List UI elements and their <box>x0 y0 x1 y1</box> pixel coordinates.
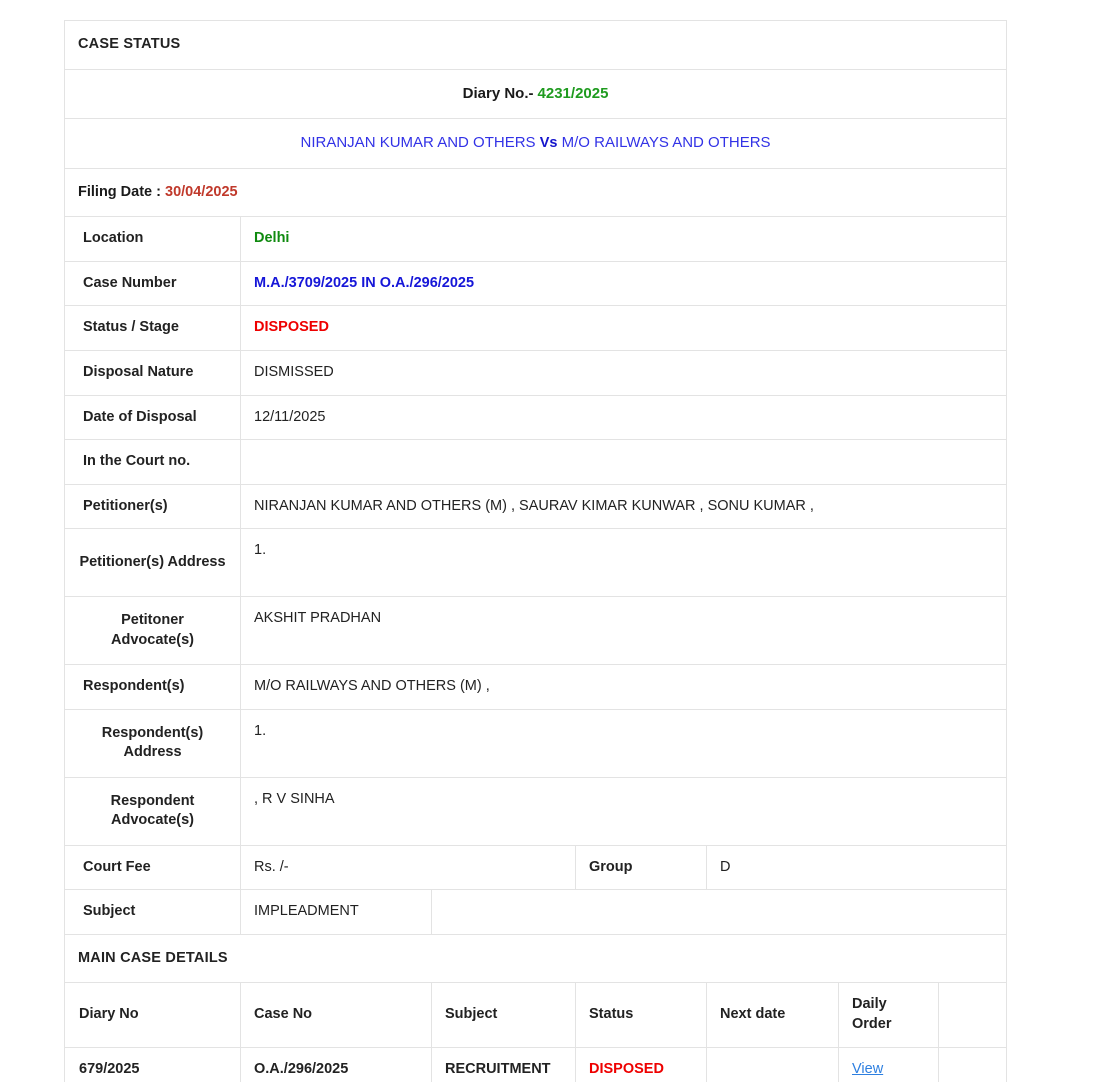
case-title-cell <box>65 119 1007 169</box>
respondents-address-value: 1. <box>241 709 1007 777</box>
court-fee-value: Rs. /- <box>241 845 576 890</box>
case-status-table <box>64 20 1007 1082</box>
subject-label: Subject <box>65 890 241 935</box>
petitioners-address-row <box>65 529 1007 597</box>
cell-daily-order <box>839 1047 939 1082</box>
status-stage-value-cell <box>241 306 1007 351</box>
case-title-respondent: M/O RAILWAYS AND OTHERS <box>561 134 771 152</box>
diary-no-row <box>65 69 1007 119</box>
disposal-nature-label: Disposal Nature <box>65 350 241 395</box>
petitioners-address-label: Petitioner(s) Address <box>65 529 241 597</box>
cell-subject: RECRUITMENT <box>432 1047 576 1082</box>
group-value: D <box>707 845 1007 890</box>
column-header-status: Status <box>576 983 707 1047</box>
subject-empty-cell <box>432 890 1007 935</box>
location-value-cell <box>241 217 1007 262</box>
status-badge: DISPOSED <box>589 1060 664 1077</box>
respondents-address-row <box>65 709 1007 777</box>
respondent-advocates-label: Respondent Advocate(s) <box>65 777 241 845</box>
date-of-disposal-row <box>65 395 1007 440</box>
column-header-daily-order: Daily Order <box>839 983 939 1047</box>
in-the-court-no-row <box>65 440 1007 485</box>
cell-case-no: O.A./296/2025 <box>241 1047 432 1082</box>
cell-diary-no: 679/2025 <box>65 1047 241 1082</box>
status-badge: DISPOSED <box>254 319 329 336</box>
status-stage-label: Status / Stage <box>65 306 241 351</box>
in-the-court-no-label: In the Court no. <box>65 440 241 485</box>
case-status-heading: CASE STATUS <box>65 21 1007 70</box>
subject-value: IMPLEADMENT <box>241 890 432 935</box>
column-header-diary-no: Diary No <box>65 983 241 1047</box>
column-header-extra <box>939 983 1007 1047</box>
date-of-disposal-value: 12/11/2025 <box>241 395 1007 440</box>
petitioner-advocates-row <box>65 597 1007 665</box>
respondent-advocates-row <box>65 777 1007 845</box>
petitioners-address-value: 1. <box>241 529 1007 597</box>
diary-no-label: Diary No.- <box>462 84 534 102</box>
main-case-details-heading-row <box>65 934 1007 983</box>
subject-row <box>65 890 1007 935</box>
court-fee-label: Court Fee <box>65 845 241 890</box>
petitioner-advocates-value: AKSHIT PRADHAN <box>241 597 1007 665</box>
group-label: Group <box>576 845 707 890</box>
case-status-heading-row <box>65 21 1007 70</box>
in-the-court-no-value <box>241 440 1007 485</box>
court-fee-group-row <box>65 845 1007 890</box>
cell-extra <box>939 1047 1007 1082</box>
location-label: Location <box>65 217 241 262</box>
table-row <box>65 1047 1007 1082</box>
filing-date-value: 30/04/2025 <box>165 183 238 200</box>
case-number-row <box>65 261 1007 306</box>
petitioner-advocates-label: Petitoner Advocate(s) <box>65 597 241 665</box>
disposal-nature-value: DISMISSED <box>241 350 1007 395</box>
petitioners-value: NIRANJAN KUMAR AND OTHERS (M) , SAURAV KIMAR KUNWAR , SONU KUMAR , <box>241 484 1007 529</box>
filing-date-cell <box>65 168 1007 217</box>
respondents-value: M/O RAILWAYS AND OTHERS (M) , <box>241 665 1007 710</box>
main-case-details-header-row <box>65 983 1007 1047</box>
petitioners-row <box>65 484 1007 529</box>
date-of-disposal-label: Date of Disposal <box>65 395 241 440</box>
column-header-subject: Subject <box>432 983 576 1047</box>
case-title-vs: Vs <box>539 135 558 152</box>
filing-date-label: Filing Date : <box>78 183 161 200</box>
case-number-label: Case Number <box>65 261 241 306</box>
diary-no-value: 4231/2025 <box>537 84 609 102</box>
location-value: Delhi <box>254 230 290 247</box>
petitioners-label: Petitioner(s) <box>65 484 241 529</box>
column-header-case-no: Case No <box>241 983 432 1047</box>
disposal-nature-row <box>65 350 1007 395</box>
status-stage-row <box>65 306 1007 351</box>
case-title-petitioner: NIRANJAN KUMAR AND OTHERS <box>300 134 536 152</box>
case-number-value-cell <box>241 261 1007 306</box>
filing-date-row <box>65 168 1007 217</box>
case-title-row <box>65 119 1007 169</box>
respondents-row <box>65 665 1007 710</box>
diary-no-cell <box>65 69 1007 119</box>
cell-status-wrapper <box>576 1047 707 1082</box>
case-number-value: M.A./3709/2025 IN O.A./296/2025 <box>254 274 475 291</box>
view-daily-order-link[interactable]: View <box>852 1060 884 1077</box>
main-case-details-heading: MAIN CASE DETAILS <box>65 934 1007 983</box>
column-header-next-date: Next date <box>707 983 839 1047</box>
respondent-advocates-value: , R V SINHA <box>241 777 1007 845</box>
respondents-address-label: Respondent(s) Address <box>65 709 241 777</box>
respondents-label: Respondent(s) <box>65 665 241 710</box>
location-row <box>65 217 1007 262</box>
cell-next-date <box>707 1047 839 1082</box>
